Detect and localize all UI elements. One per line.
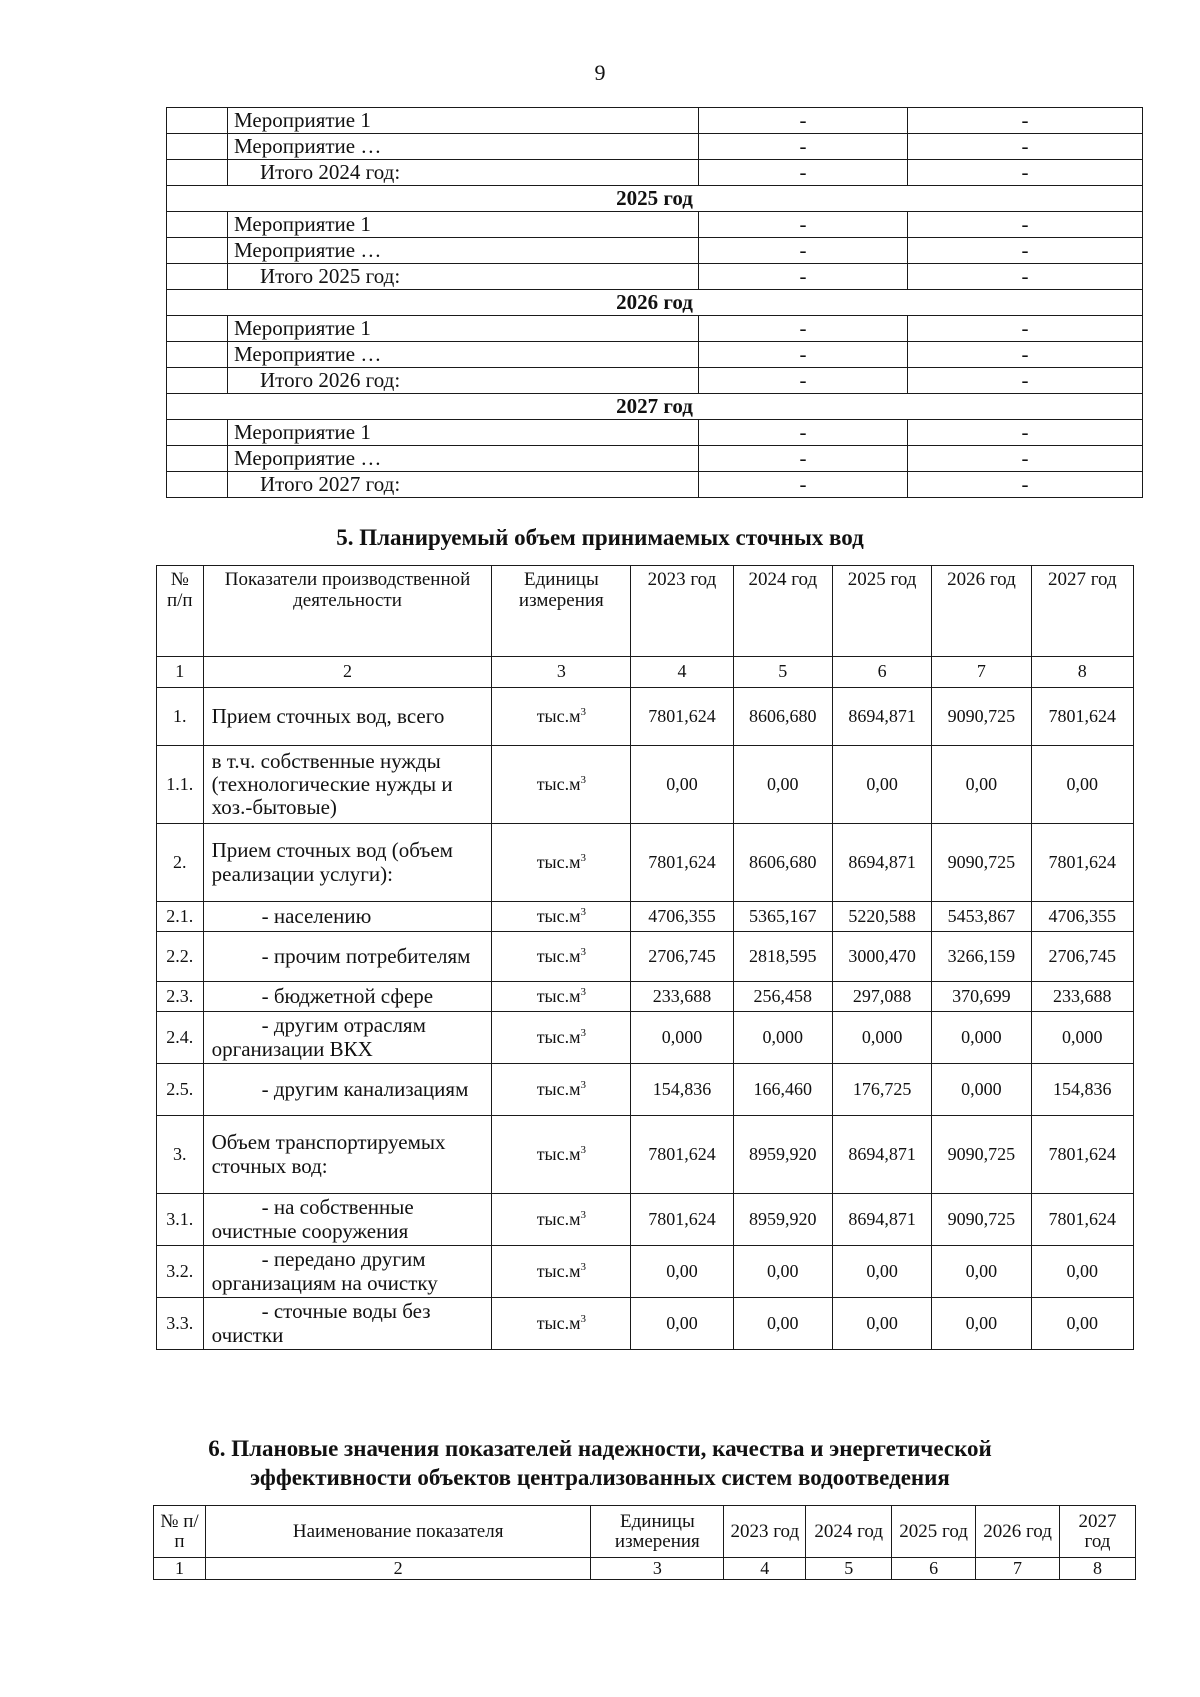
unit-superscript: 3 [580,1144,587,1157]
unit-superscript: 3 [580,946,587,959]
unit-superscript: 3 [580,1313,587,1326]
value-cell: 297,088 [832,982,931,1012]
value-cell: 0,00 [733,1246,832,1298]
row-number: 3. [157,1116,204,1194]
event-name: Мероприятие … [228,238,699,264]
table-row [167,186,1143,212]
row-number-cell [167,212,228,238]
total-label: Итого 2025 год: [228,264,699,290]
value-cell: - [908,212,1143,238]
value-cell: 9090,725 [932,688,1031,746]
header-2025: 2025 год [892,1506,976,1558]
total-label: Итого 2026 год: [228,368,699,394]
value-cell: - [908,472,1143,498]
table-row [157,1064,1134,1116]
table-row [167,160,1143,186]
header-2023: 2023 год [631,566,733,657]
table-row [167,134,1143,160]
table-row [157,1116,1134,1194]
table-row [157,746,1134,824]
value-cell: 8694,871 [832,1194,931,1246]
unit-text: тыс.м [536,906,581,927]
table-row [157,688,1134,746]
unit-superscript: 3 [580,774,587,787]
value-cell: 0,00 [932,1246,1031,1298]
unit-cell [492,824,631,902]
indicator-name: в т.ч. собственные нужды (технологические нужды и хоз.-бытовые) [203,746,492,824]
row-number: 3.1. [157,1194,204,1246]
row-number-cell [167,316,228,342]
unit-superscript: 3 [580,1079,587,1092]
row-number-cell [167,264,228,290]
value-cell: 0,00 [832,1246,931,1298]
unit-cell [492,902,631,932]
value-cell: - [699,134,908,160]
value-cell: 0,000 [832,1012,931,1064]
column-number: 8 [1031,657,1133,688]
unit-cell [492,1298,631,1350]
table-header-row [157,566,1134,657]
row-number: 2.5. [157,1064,204,1116]
section-5-title: 5. Планируемый объем принимаемых сточных вод [336,525,864,550]
event-name: Мероприятие 1 [228,316,699,342]
value-cell: 4706,355 [1031,902,1133,932]
value-cell: - [908,316,1143,342]
unit-cell [492,932,631,982]
row-number: 2.1. [157,902,204,932]
unit-text: тыс.м [536,852,581,873]
row-number-cell [167,108,228,134]
header-2026: 2026 год [932,566,1031,657]
row-number-cell [167,134,228,160]
value-cell: 176,725 [832,1064,931,1116]
column-number: 4 [631,657,733,688]
value-cell: 9090,725 [932,1194,1031,1246]
value-cell: - [908,108,1143,134]
value-cell: 0,00 [631,1298,733,1350]
unit-superscript: 3 [580,986,587,999]
indicator-name: - другим канализациям [203,1064,492,1116]
event-name: Мероприятие … [228,134,699,160]
unit-superscript: 3 [580,906,587,919]
table-row [157,824,1134,902]
unit-text: тыс.м [536,1261,581,1282]
row-number: 1.1. [157,746,204,824]
value-cell: 0,000 [631,1012,733,1064]
value-cell: 5220,588 [832,902,931,932]
table-row [157,1194,1134,1246]
table-row [167,342,1143,368]
value-cell: - [699,108,908,134]
value-cell: - [699,342,908,368]
year-heading: 2026 год [167,290,1143,316]
table-row [157,1012,1134,1064]
value-cell: - [908,368,1143,394]
value-cell: 166,460 [733,1064,832,1116]
header-indicator: Наименование показателя [205,1506,590,1558]
table-row [167,472,1143,498]
value-cell: - [908,342,1143,368]
indicator-name: - другим отраслям организации ВКХ [203,1012,492,1064]
column-number: 3 [492,657,631,688]
section-6-title-line-2: эффективности объектов централизованных систем водоотведения [250,1464,950,1490]
table-row [167,420,1143,446]
table-row [157,932,1134,982]
indicator-name: Прием сточных вод (объем реализации услуги): [203,824,492,902]
unit-text: тыс.м [536,1144,581,1165]
header-num: № п/п [154,1506,206,1558]
value-cell: 7801,624 [1031,688,1133,746]
unit-cell [492,746,631,824]
value-cell: - [699,316,908,342]
table-row [157,902,1134,932]
unit-superscript: 3 [580,1209,587,1222]
unit-text: тыс.м [536,1209,581,1230]
value-cell: 154,836 [631,1064,733,1116]
value-cell: - [908,134,1143,160]
year-heading: 2025 год [167,186,1143,212]
unit-cell [492,982,631,1012]
value-cell: 0,000 [932,1012,1031,1064]
wastewater-volume-table [156,565,1134,1350]
value-cell: - [908,264,1143,290]
table-row [167,394,1143,420]
header-2026: 2026 год [976,1506,1060,1558]
event-name: Мероприятие 1 [228,212,699,238]
column-number: 5 [806,1558,892,1580]
unit-text: тыс.м [536,1313,581,1334]
indicator-name: - на собственные очистные сооружения [203,1194,492,1246]
unit-cell [492,1012,631,1064]
unit-text: тыс.м [536,946,581,967]
row-number: 2.4. [157,1012,204,1064]
unit-text: тыс.м [536,986,581,1007]
column-number: 7 [932,657,1031,688]
column-numbers-row [154,1558,1136,1580]
table-row [167,264,1143,290]
column-number: 4 [724,1558,806,1580]
value-cell: - [908,238,1143,264]
value-cell: 256,458 [733,982,832,1012]
section-6-title [0,1435,1200,1493]
value-cell: 0,000 [932,1064,1031,1116]
row-number-cell [167,446,228,472]
event-name: Мероприятие 1 [228,420,699,446]
value-cell: - [699,264,908,290]
value-cell: 0,00 [1031,1246,1133,1298]
row-number: 2.3. [157,982,204,1012]
unit-cell [492,688,631,746]
unit-text: тыс.м [536,774,581,795]
event-name: Мероприятие 1 [228,108,699,134]
value-cell: 2706,745 [631,932,733,982]
unit-superscript: 3 [580,1027,587,1040]
event-name: Мероприятие … [228,342,699,368]
table-row [167,368,1143,394]
column-number: 5 [733,657,832,688]
unit-text: тыс.м [536,706,581,727]
value-cell: - [699,368,908,394]
table-row [157,982,1134,1012]
table-row [157,1298,1134,1350]
value-cell: - [699,160,908,186]
value-cell: 8694,871 [832,824,931,902]
value-cell: 8959,920 [733,1194,832,1246]
value-cell: - [699,472,908,498]
value-cell: 0,00 [733,1298,832,1350]
value-cell: 7801,624 [631,688,733,746]
value-cell: 0,00 [631,746,733,824]
table-row [167,446,1143,472]
value-cell: 8694,871 [832,1116,931,1194]
value-cell: 7801,624 [1031,1116,1133,1194]
row-number-cell [167,160,228,186]
indicator-name: Объем транспортируемых сточных вод: [203,1116,492,1194]
table-header-row [154,1506,1136,1558]
value-cell: 8606,680 [733,688,832,746]
indicator-name: - населению [203,902,492,932]
row-number-cell [167,342,228,368]
unit-superscript: 3 [580,852,587,865]
value-cell: 370,699 [932,982,1031,1012]
indicator-name: - сточные воды без очистки [203,1298,492,1350]
unit-cell [492,1194,631,1246]
value-cell: 2818,595 [733,932,832,982]
value-cell: 0,00 [733,746,832,824]
value-cell: 8606,680 [733,824,832,902]
table-row [167,290,1143,316]
value-cell: 0,00 [1031,1298,1133,1350]
indicator-name: - бюджетной сфере [203,982,492,1012]
reliability-indicators-table [153,1505,1136,1580]
value-cell: 3266,159 [932,932,1031,982]
value-cell: - [908,446,1143,472]
row-number: 3.2. [157,1246,204,1298]
value-cell: 5365,167 [733,902,832,932]
column-number: 6 [892,1558,976,1580]
header-2025: 2025 год [832,566,931,657]
row-number: 3.3. [157,1298,204,1350]
total-label: Итого 2027 год: [228,472,699,498]
column-number: 1 [157,657,204,688]
unit-text: тыс.м [536,1079,581,1100]
header-num: № п/п [157,566,204,657]
value-cell: - [908,420,1143,446]
header-2023: 2023 год [724,1506,806,1558]
value-cell: 2706,745 [1031,932,1133,982]
value-cell: - [699,212,908,238]
value-cell: 9090,725 [932,1116,1031,1194]
header-unit: Единицы измерения [492,566,631,657]
row-number: 1. [157,688,204,746]
value-cell: 0,000 [733,1012,832,1064]
value-cell: 7801,624 [631,1194,733,1246]
value-cell: 7801,624 [631,824,733,902]
unit-cell [492,1246,631,1298]
value-cell: 7801,624 [631,1116,733,1194]
unit-superscript: 3 [580,706,587,719]
section-6-title-line-1: 6. Плановые значения показателей надежности, качества и энергетической [208,1436,992,1461]
value-cell: 0,00 [832,746,931,824]
value-cell: 3000,470 [832,932,931,982]
value-cell: 0,00 [832,1298,931,1350]
column-number: 3 [591,1558,724,1580]
value-cell: - [699,446,908,472]
value-cell: 233,688 [631,982,733,1012]
row-number-cell [167,238,228,264]
column-numbers-row [157,657,1134,688]
unit-cell [492,1116,631,1194]
row-number: 2.2. [157,932,204,982]
total-label: Итого 2024 год: [228,160,699,186]
column-number: 6 [832,657,931,688]
table-row [167,238,1143,264]
row-number: 2. [157,824,204,902]
column-number: 2 [205,1558,590,1580]
value-cell: - [699,420,908,446]
table-row [167,108,1143,134]
table-row [157,1246,1134,1298]
value-cell: 0,00 [932,746,1031,824]
row-number-cell [167,472,228,498]
value-cell: 9090,725 [932,824,1031,902]
column-number: 8 [1060,1558,1136,1580]
value-cell: 0,00 [631,1246,733,1298]
value-cell: - [699,238,908,264]
value-cell: 5453,867 [932,902,1031,932]
unit-text: тыс.м [536,1027,581,1048]
value-cell: 233,688 [1031,982,1133,1012]
value-cell: 0,00 [1031,746,1133,824]
header-2027: 2027 год [1060,1506,1136,1558]
table-row [167,212,1143,238]
value-cell: 8694,871 [832,688,931,746]
indicator-name: - прочим потребителям [203,932,492,982]
value-cell: 4706,355 [631,902,733,932]
row-number-cell [167,420,228,446]
value-cell: 7801,624 [1031,1194,1133,1246]
value-cell: 0,00 [932,1298,1031,1350]
row-number-cell [167,368,228,394]
unit-cell [492,1064,631,1116]
header-indicator: Показатели производственной деятельности [203,566,492,657]
value-cell: 8959,920 [733,1116,832,1194]
column-number: 7 [976,1558,1060,1580]
column-number: 2 [203,657,492,688]
indicator-name: - передано другим организациям на очистку [203,1246,492,1298]
header-2027: 2027 год [1031,566,1133,657]
value-cell: 7801,624 [1031,824,1133,902]
column-number: 1 [154,1558,206,1580]
events-table [166,107,1143,498]
header-unit: Единицы измерения [591,1506,724,1558]
header-2024: 2024 год [733,566,832,657]
table-row [167,316,1143,342]
indicator-name: Прием сточных вод, всего [203,688,492,746]
value-cell: 0,000 [1031,1012,1133,1064]
unit-superscript: 3 [580,1261,587,1274]
value-cell: - [908,160,1143,186]
value-cell: 154,836 [1031,1064,1133,1116]
year-heading: 2027 год [167,394,1143,420]
header-2024: 2024 год [806,1506,892,1558]
page-number: 9 [594,60,606,85]
event-name: Мероприятие … [228,446,699,472]
